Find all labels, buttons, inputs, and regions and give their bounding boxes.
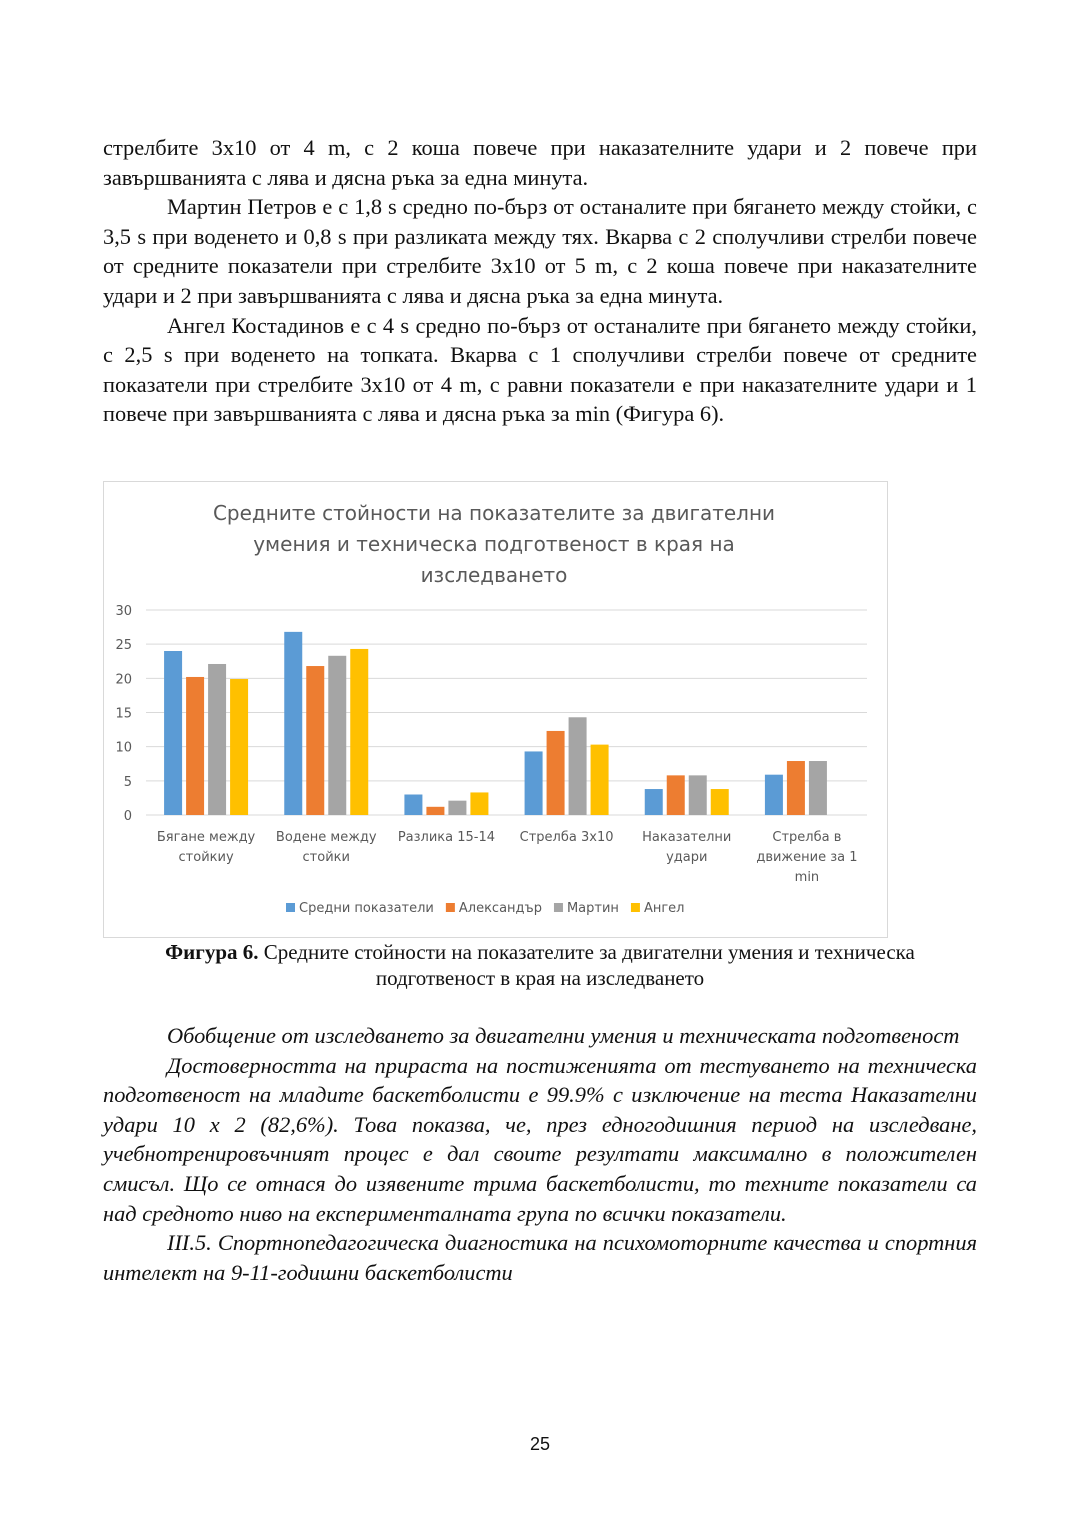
chart-bars xyxy=(164,632,827,815)
legend-label: Мартин xyxy=(566,901,619,916)
x-tick-label: движение за 1 xyxy=(756,850,858,865)
bar xyxy=(284,632,302,815)
y-tick-label: 25 xyxy=(115,638,132,654)
bar xyxy=(711,789,729,815)
summary-section xyxy=(103,1021,977,1287)
x-tick-label: Наказателни xyxy=(642,830,732,845)
x-tick-label: стойкиу xyxy=(178,850,234,865)
bar xyxy=(645,789,663,815)
bar xyxy=(547,731,565,815)
paragraph-angel: Ангел Костадинов е с 4 s средно по-бърз от останалите при бягането между стойки, с 2,5 s при воденето на топката. Вкарва с 1 сполучливи стрелби повече от средните показатели при стрелбите 3x10 от 4 m, с равни показатели е при наказателните удари и 1 повече при завършванията с лява и дясна ръка за min (Фигура 6). xyxy=(103,312,977,427)
caption-label: Фигура 6. xyxy=(165,940,259,964)
chart-title xyxy=(213,501,775,587)
x-tick-label: min xyxy=(794,870,820,885)
y-tick-label: 10 xyxy=(115,740,132,756)
bar xyxy=(186,677,204,815)
caption-text: Средните стойности на показателите за двигателни умения и техническа подготвеност в края на изследването xyxy=(258,940,915,990)
bar xyxy=(470,792,488,815)
bar xyxy=(306,666,324,815)
x-tick-label: стойки xyxy=(302,850,350,865)
x-tick-label: Бягане между xyxy=(156,830,256,845)
chart-legend xyxy=(286,901,684,916)
bar xyxy=(569,717,587,815)
legend-swatch xyxy=(554,903,563,912)
bar xyxy=(765,775,783,815)
x-tick-label: Стрелба в xyxy=(772,830,842,845)
legend-swatch xyxy=(286,903,295,912)
legend-swatch xyxy=(446,903,455,912)
y-tick-label: 30 xyxy=(115,604,132,619)
bar xyxy=(350,649,368,815)
x-tick-label: Водене между xyxy=(275,830,377,845)
summary-body: Достоверността на прираста на постиженията от тестуването на техническа подготвеност на младите баскетболисти е 99.9% с изключение на теста Наказателни удари 10 x 2 (82,6%). Това показва, че, през едногодишния период на изследване, учебнотренировъчният процес е дал своите резултати максимално в положителен смисъл. Що се отнася до изявените трима баскетболисти, то техните показатели са над средното ниво на експерименталната група по всички показатели. xyxy=(103,1052,977,1226)
bar xyxy=(809,761,827,815)
summary-heading: Обобщение от изследването за двигателни умения и техническата подготвеност xyxy=(167,1023,960,1048)
next-section-heading: III.5. Спортнопедагогическа диагностика на психомоторните качества и спортния интелект на 9-11-годишни баскетболисти xyxy=(103,1230,977,1285)
bar xyxy=(426,807,444,815)
page-number: 25 xyxy=(529,1434,551,1454)
chart-y-tick-labels xyxy=(115,604,132,824)
x-tick-label: Стрелба 3x10 xyxy=(519,830,614,845)
chart-gridlines xyxy=(146,610,867,815)
chart-figure-6 xyxy=(103,481,888,938)
bar xyxy=(328,656,346,815)
chart-title-line: Средните стойности на показателите за двигателни xyxy=(212,501,776,525)
chart-x-tick-labels xyxy=(157,830,858,885)
paragraph-continuation: стрелбите 3x10 от 4 m, с 2 коша повече при наказателните удари и 2 повече при завършванията с лява и дясна ръка за една минута. xyxy=(103,135,977,190)
bar xyxy=(525,751,543,815)
paragraph-martin: Мартин Петров е с 1,8 s средно по-бърз от останалите при бягането между стойки, с 3,5 s при воденето и 0,8 s при разликата между тях. Вкарва с 2 сполучливи стрелби повече от средните показатели при стрелбите 3x10 от 5 m, с 2 коша повече при наказателните удари и 2 при завършванията с лява и дясна ръка за една минута. xyxy=(103,194,977,308)
bar xyxy=(164,651,182,815)
body-text-top xyxy=(103,133,977,429)
figure-caption xyxy=(103,939,977,991)
chart-title-line: умения и техническа подготвеност в края на xyxy=(253,532,735,556)
bar xyxy=(787,761,805,815)
bar xyxy=(591,745,609,815)
bar xyxy=(667,775,685,815)
chart-title-line: изследването xyxy=(420,563,568,587)
bar xyxy=(230,679,248,815)
legend-label: Средни показатели xyxy=(299,901,434,916)
x-tick-label: Разлика 15-14 xyxy=(397,830,496,845)
legend-label: Ангел xyxy=(643,901,685,916)
legend-label: Александър xyxy=(458,901,542,916)
bar xyxy=(404,795,422,816)
bar-chart xyxy=(104,482,887,937)
bar xyxy=(689,775,707,815)
y-tick-label: 0 xyxy=(123,809,132,824)
y-tick-label: 20 xyxy=(115,672,132,688)
bar xyxy=(208,664,226,815)
legend-swatch xyxy=(631,903,640,912)
y-tick-label: 15 xyxy=(115,706,132,722)
y-tick-label: 5 xyxy=(123,774,132,790)
bar xyxy=(448,801,466,815)
x-tick-label: удари xyxy=(666,850,708,865)
